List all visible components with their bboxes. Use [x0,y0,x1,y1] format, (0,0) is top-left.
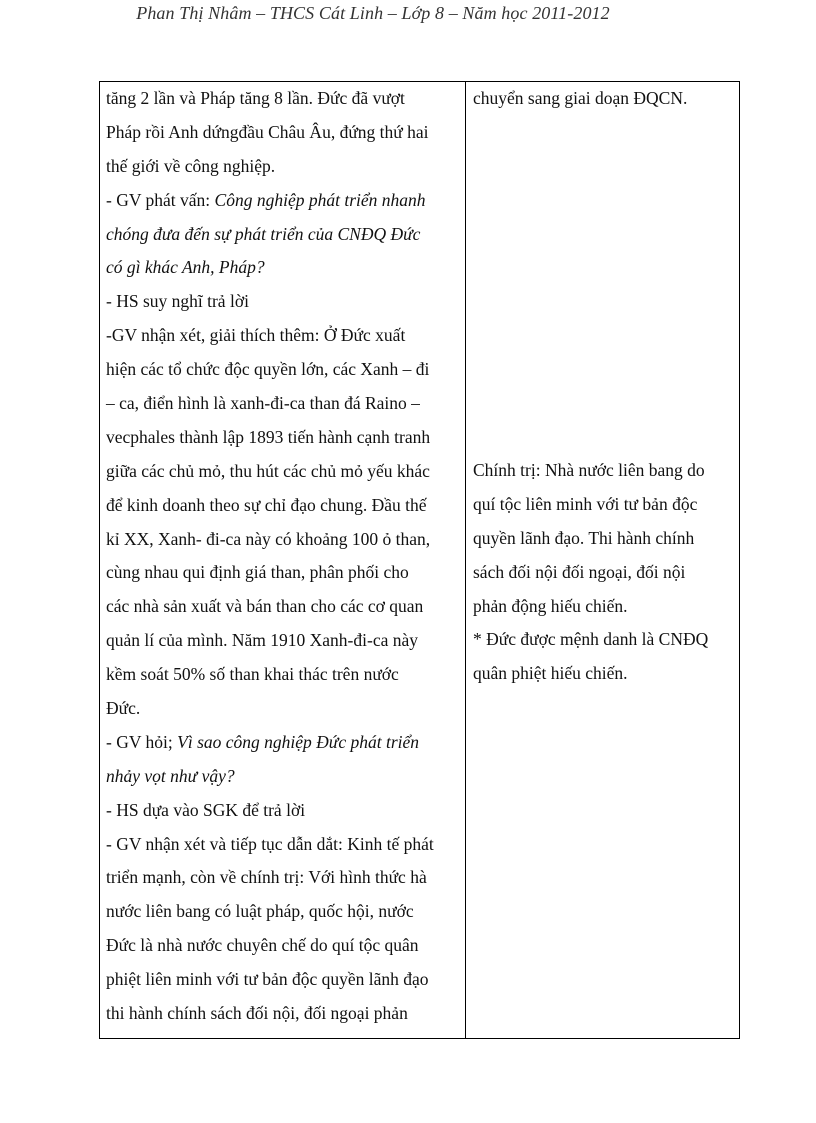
text-segment: giữa các chủ mỏ, thu hút các chủ mỏ yếu khác [106,460,430,481]
lesson-table [99,81,740,1039]
left-text-line [106,319,461,353]
left-text-line [106,794,461,828]
text-segment: Đức. [106,698,141,719]
italic-question-text: nhảy vọt như vậy? [106,765,235,786]
teacher-student-activity-column [100,82,466,1038]
right-text-line: chuyển sang giai doạn ĐQCN. [473,88,688,108]
knowledge-column [466,82,739,1038]
left-text-line [106,726,461,760]
left-text-line [106,997,461,1031]
left-text-line [106,760,461,794]
text-segment: Pháp rồi Anh dứngđầu Châu Âu, đứng thứ hai [106,121,429,142]
text-segment: thi hành chính sách đối nội, đối ngoại phản [106,1003,408,1024]
right-politics-block [473,454,708,691]
right-text-line: * Đức được mệnh danh là CNĐQ [473,629,709,650]
text-segment: hiện các tổ chức độc quyền lớn, các Xanh – đi [106,359,430,380]
text-segment: kềm soát 50% số than khai thác trên nước [106,664,399,685]
left-text-line [106,929,461,963]
text-segment: cùng nhau qui định giá than, phân phối cho [106,562,409,583]
right-text-line: quân phiệt hiếu chiến. [473,663,628,684]
right-text-line: sách đối nội đối ngoại, đối nội [473,561,686,582]
text-segment: vecphales thành lập 1893 tiến hành cạnh tranh [106,426,431,447]
text-segment: - HS suy nghĩ trả lời [106,291,249,312]
right-text-line: quyền lãnh đạo. Thi hành chính [473,527,695,548]
left-text-line [106,285,461,319]
left-text-line [106,590,461,624]
page-header: Phan Thị Nhâm – THCS Cát Linh – Lớp 8 – Năm học 2011-2012 [136,3,610,23]
left-text-line [106,455,461,489]
left-text-line [106,828,461,862]
left-text-line [106,218,461,252]
left-text-line [106,353,461,387]
left-text-line [106,658,461,692]
text-segment: triển mạnh, còn về chính trị: Với hình thức hà [106,867,427,888]
right-text-line: phản động hiếu chiến. [473,595,628,616]
right-text-line: Chính trị: Nhà nước liên bang do [473,460,705,480]
left-text-line [106,387,461,421]
text-segment: - GV nhận xét và tiếp tục dẫn dắt: Kinh tế phát [106,833,434,854]
left-text-line [106,624,461,658]
left-text-line [106,184,461,218]
left-text-line [106,82,461,116]
text-segment: kỉ XX, Xanh- đi-ca này có khoảng 100 ỏ than, [106,528,431,549]
text-segment: – ca, điển hình là xanh-đi-ca than đá Raino – [106,393,420,414]
left-text-line [106,489,461,523]
text-segment: -GV nhận xét, giải thích thêm: Ở Đức xuất [106,325,406,346]
italic-question-text: có gì khác Anh, Pháp? [106,257,265,278]
left-text-line [106,963,461,997]
text-segment: Đức là nhà nước chuyên chế do quí tộc quân [106,935,419,956]
right-text-line: quí tộc liên minh với tư bản độc [473,493,698,514]
left-text-line [106,895,461,929]
text-segment: thế giới về công nghiệp. [106,155,276,176]
left-text-line [106,523,461,557]
left-text-line [106,251,461,285]
left-text-line [106,116,461,150]
text-segment: - GV hỏi; [106,731,178,752]
text-segment: để kinh doanh theo sự chỉ đạo chung. Đầu thế [106,494,427,515]
right-top-block [473,82,687,116]
italic-question-text: chóng đưa đến sự phát triển của CNĐQ Đức [106,223,421,244]
left-text-line [106,421,461,455]
text-segment: nước liên bang có luật pháp, quốc hội, nước [106,901,414,922]
text-segment: phiệt liên minh với tư bản độc quyền lãnh đạo [106,969,429,990]
left-text-line [106,861,461,895]
text-segment: - GV phát vấn: [106,189,215,210]
left-text-line [106,692,461,726]
left-text-line [106,150,461,184]
text-segment: các nhà sản xuất và bán than cho các cơ quan [106,596,424,617]
text-segment: quản lí của mình. Năm 1910 Xanh-đi-ca này [106,630,418,651]
left-text-line [106,556,461,590]
italic-question-text: Công nghiệp phát triển nhanh [214,189,426,210]
text-segment: tăng 2 lần và Pháp tăng 8 lần. Đức đã vượt [106,88,405,108]
italic-question-text: Vì sao công nghiệp Đức phát triển [177,731,420,752]
text-segment: - HS dựa vào SGK để trả lời [106,799,306,820]
